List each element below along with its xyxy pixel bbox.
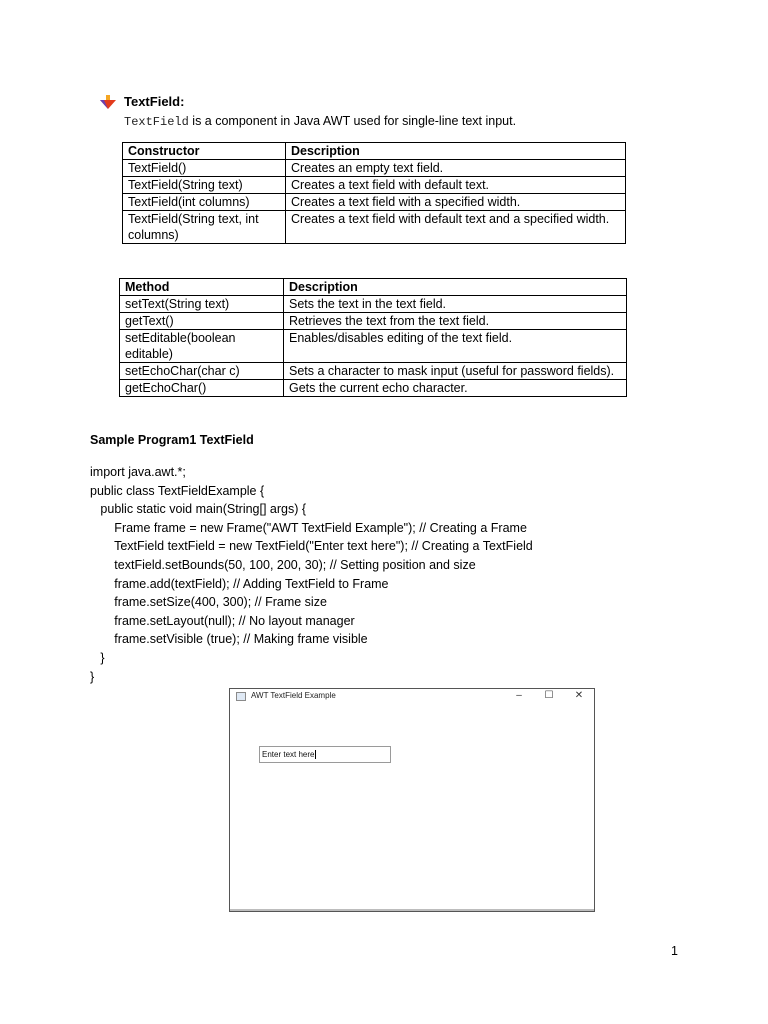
table-row bbox=[123, 194, 626, 211]
table-cell: Creates a text field with a specified width. bbox=[286, 194, 626, 211]
sample-program-title: Sample Program1 TextField bbox=[90, 433, 254, 447]
table-cell: TextField() bbox=[123, 160, 286, 177]
text-caret bbox=[315, 750, 316, 759]
table-header-cell: Constructor bbox=[123, 143, 286, 160]
table-cell: Creates a text field with default text and a specified width. bbox=[286, 211, 626, 244]
window-title-bar[interactable] bbox=[230, 689, 594, 705]
table-cell: setText(String text) bbox=[120, 296, 284, 313]
table-header-row bbox=[120, 279, 627, 296]
methods-table bbox=[119, 278, 627, 397]
code-line: import java.awt.*; bbox=[90, 465, 186, 479]
code-line: } bbox=[90, 669, 95, 684]
code-line: frame.setLayout(null); // No layout manager bbox=[90, 613, 355, 628]
intro-text: is a component in Java AWT used for single-line text input. bbox=[188, 114, 517, 128]
code-line: frame.setSize(400, 300); // Frame size bbox=[90, 595, 327, 610]
window-title: AWT TextField Example bbox=[251, 691, 336, 700]
table-header-cell: Description bbox=[286, 143, 626, 160]
text-field-input[interactable] bbox=[259, 746, 391, 763]
table-cell: getEchoChar() bbox=[120, 380, 284, 397]
page-number: 1 bbox=[671, 944, 678, 958]
code-line: frame.setVisible (true); // Making frame visible bbox=[90, 632, 368, 647]
table-row bbox=[123, 177, 626, 194]
table-cell: Creates an empty text field. bbox=[286, 160, 626, 177]
table-cell: Gets the current echo character. bbox=[284, 380, 627, 397]
table-row bbox=[123, 211, 626, 244]
intro-code: TextField bbox=[124, 115, 189, 129]
table-cell: setEchoChar(char c) bbox=[120, 363, 284, 380]
code-line: textField.setBounds(50, 100, 200, 30); // Setting position and size bbox=[90, 557, 476, 572]
table-header-cell: Method bbox=[120, 279, 284, 296]
code-line: public class TextFieldExample { bbox=[90, 483, 265, 498]
table-cell: TextField(int columns) bbox=[123, 194, 286, 211]
table-row bbox=[120, 330, 627, 363]
constructors-table bbox=[122, 142, 626, 244]
table-row bbox=[123, 160, 626, 177]
code-line: public static void main(String[] args) { bbox=[90, 502, 307, 517]
table-header-cell: Description bbox=[284, 279, 627, 296]
table-header-row bbox=[123, 143, 626, 160]
code-block bbox=[90, 463, 533, 686]
maximize-button[interactable]: ☐ bbox=[544, 690, 554, 701]
bullet-arrow-icon bbox=[100, 95, 116, 109]
table-cell: TextField(String text) bbox=[123, 177, 286, 194]
code-line: TextField textField = new TextField("Enter text here"); // Creating a TextField bbox=[90, 539, 533, 554]
table-cell: Sets a character to mask input (useful for password fields). bbox=[284, 363, 627, 380]
table-row bbox=[120, 313, 627, 330]
awt-window-screenshot bbox=[229, 688, 595, 912]
table-cell: TextField(String text, int columns) bbox=[123, 211, 286, 244]
text-field-value: Enter text here bbox=[262, 750, 315, 759]
window-bottom-border bbox=[230, 909, 594, 911]
table-row bbox=[120, 363, 627, 380]
section-heading: TextField: bbox=[124, 94, 185, 109]
table-cell: getText() bbox=[120, 313, 284, 330]
table-cell: Creates a text field with default text. bbox=[286, 177, 626, 194]
table-cell: Retrieves the text from the text field. bbox=[284, 313, 627, 330]
close-button[interactable]: ✕ bbox=[574, 690, 584, 701]
table-row bbox=[120, 380, 627, 397]
table-cell: Enables/disables editing of the text field. bbox=[284, 330, 627, 363]
app-icon bbox=[236, 692, 246, 701]
intro-paragraph bbox=[124, 114, 516, 129]
code-line: Frame frame = new Frame("AWT TextField Example"); // Creating a Frame bbox=[90, 520, 527, 535]
minimize-button[interactable]: – bbox=[516, 690, 522, 701]
table-cell: setEditable(boolean editable) bbox=[120, 330, 284, 363]
code-line: } bbox=[90, 650, 105, 665]
table-cell: Sets the text in the text field. bbox=[284, 296, 627, 313]
table-row bbox=[120, 296, 627, 313]
code-line: frame.add(textField); // Adding TextField to Frame bbox=[90, 576, 389, 591]
